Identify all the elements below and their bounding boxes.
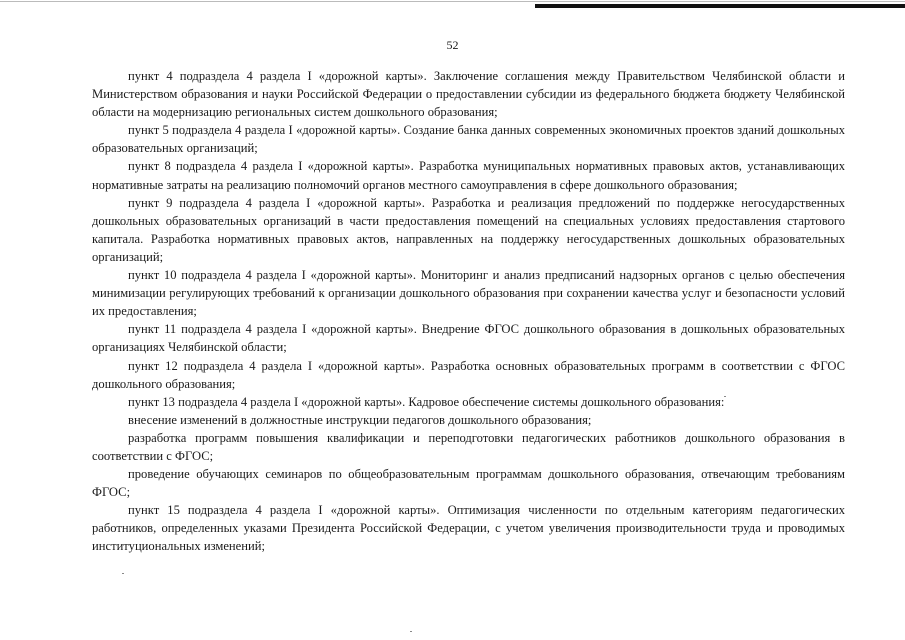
paragraph: внесение изменений в должностные инструкции педагогов дошкольного образования; [128, 412, 592, 427]
paragraph: пункт 10 подраздела 4 раздела I «дорожной карты». Мониторинг и анализ предписаний надзорных органов с целью обеспечения минимизации регулирующих требований к организации дошкольного образования при сохранении качества услуг и безопасности условий их предоставления; [92, 268, 845, 319]
scan-speck [410, 631, 412, 632]
scan-speck [724, 396, 726, 397]
paragraph: пункт 15 подраздела 4 раздела I «дорожной карты». Оптимизация численности по отдельным категориям педагогических работников, определенных указами Президента Российской Федерации, с учетом увеличения производительности труда и проводимых институциональных изменений; [92, 503, 845, 554]
paragraph: пункт 12 подраздела 4 раздела I «дорожной карты». Разработка основных образовательных программ в соответствии с ФГОС дошкольного образования; [92, 358, 845, 391]
top-scan-line [0, 1, 905, 2]
top-rule [535, 4, 905, 8]
paragraph: проведение обучающих семинаров по общеобразовательным программам дошкольного образования, отвечающим требованиям ФГОС; [92, 467, 845, 500]
document-body [92, 67, 845, 556]
paragraph: пункт 13 подраздела 4 раздела I «дорожной карты». Кадровое обеспечение системы дошкольного образования: [128, 394, 725, 409]
paragraph: пункт 5 подраздела 4 раздела I «дорожной карты». Создание банка данных современных экономичных проектов зданий дошкольных образовательных организаций; [92, 123, 845, 156]
paragraph: пункт 4 подраздела 4 раздела I «дорожной карты». Заключение соглашения между Правительством Челябинской области и Министерством образования и науки Российской Федерации о предоставлении субсидии из федерального бюджета бюджету Челябинской области на модернизацию региональных систем дошкольного образования; [92, 69, 845, 120]
paragraph: пункт 8 подраздела 4 раздела I «дорожной карты». Разработка муниципальных нормативных правовых актов, устанавливающих нормативные затраты на реализацию полномочий органов местного самоуправления в сфере дошкольного образования; [92, 159, 845, 192]
paragraph: пункт 11 подраздела 4 раздела I «дорожной карты». Внедрение ФГОС дошкольного образования в дошкольных образовательных организациях Челябинской области; [92, 322, 845, 355]
scan-speck [122, 573, 124, 574]
paragraph: пункт 9 подраздела 4 раздела I «дорожной карты». Разработка и реализация предложений по поддержке негосударственных дошкольных образовательных организаций в части предоставления помещений на специальных условиях предоставления стартового капитала. Разработка нормативных правовых актов, направленных на поддержку негосударственных дошкольных образовательных организаций; [92, 195, 845, 264]
paragraph: разработка программ повышения квалификации и переподготовки педагогических работников дошкольного образования в соответствии с ФГОС; [92, 430, 845, 463]
page-number: 52 [446, 38, 459, 52]
